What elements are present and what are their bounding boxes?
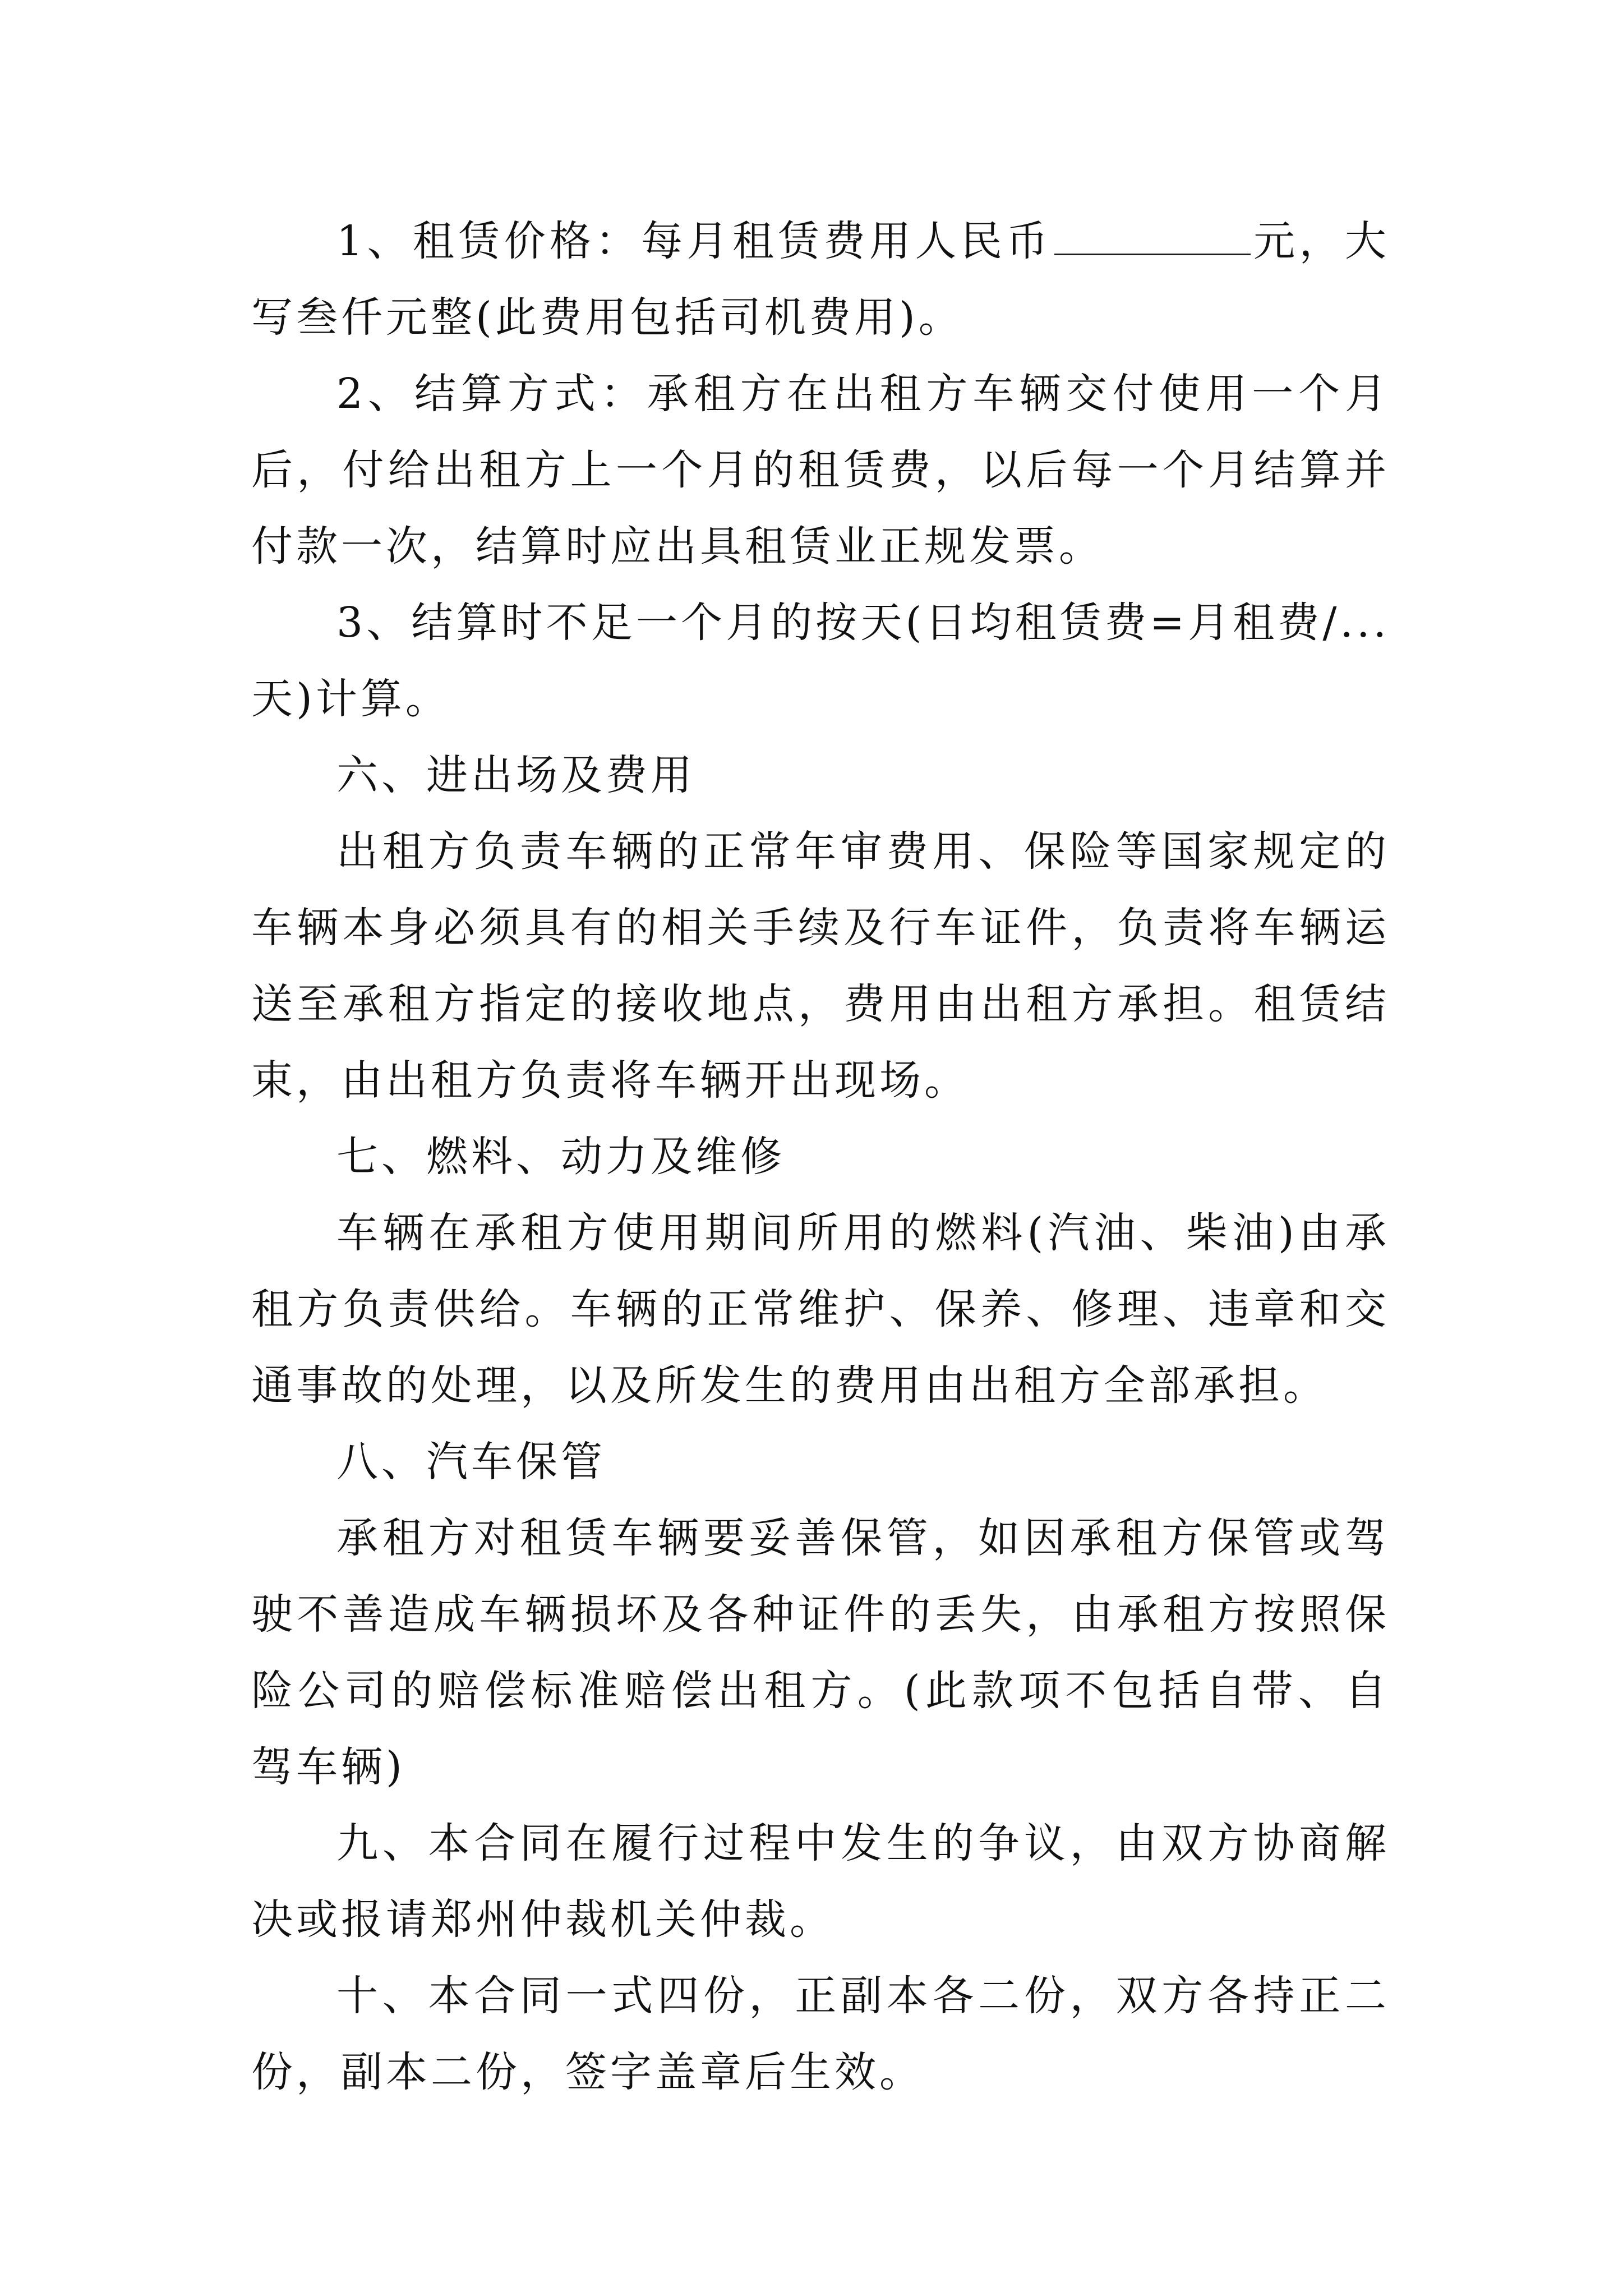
clause-settlement-method: 2、结算方式：承租方在出租方车辆交付使用一个月后，付给出租方上一个月的租赁费，以后每一个月结算并付款一次，结算时应出具租赁业正规发票。 [251,370,1390,570]
clause-dispute-resolution: 九、本合同在履行过程中发生的争议，由双方协商解决或报请郑州仲裁机关仲裁。 [251,1819,1390,1944]
section-heading-fuel-maintenance: 七、燃料、动力及维修 [336,1133,785,1181]
section-heading-entry-exit: 六、进出场及费用 [336,751,695,799]
clause-rental-price-text: 1、租赁价格：每月租赁费用人民币 [336,217,1052,265]
section-heading-vehicle-custody: 八、汽车保管 [336,1438,606,1486]
clause-vehicle-custody: 承租方对租赁车辆要妥善保管，如因承租方保管或驾驶不善造成车辆损坏及各种证件的丢失，由承租方按照保险公司的赔偿标准赔偿出租方。(此款项不包括自带、自驾车辆) [251,1514,1390,1791]
clause-partial-month: 3、结算时不足一个月的按天(日均租赁费=月租费/...天)计算。 [251,599,1390,723]
amount-blank-field[interactable] [1054,221,1251,255]
document-page [251,203,1390,2110]
clause-entry-exit-fees: 出租方负责车辆的正常年审费用、保险等国家规定的车辆本身必须具有的相关手续及行车证件，负责将车辆运送至承租方指定的接收地点，费用由出租方承担。租赁结束，由出租方负责将车辆开出现场。 [251,827,1390,1105]
clause-rental-price [251,203,1390,356]
clause-copies-effectiveness: 十、本合同一式四份，正副本各二份，双方各持正二份，副本二份，签字盖章后生效。 [251,1972,1390,2096]
clause-rental-price-text-tail: 元，大写叁仟元整(此费用包括司机费用)。 [251,217,1390,342]
clause-fuel-maintenance: 车辆在承租方使用期间所用的燃料(汽油、柴油)由承租方负责供给。车辆的正常维护、保养、修理、违章和交通事故的处理，以及所发生的费用由出租方全部承担。 [251,1209,1390,1410]
